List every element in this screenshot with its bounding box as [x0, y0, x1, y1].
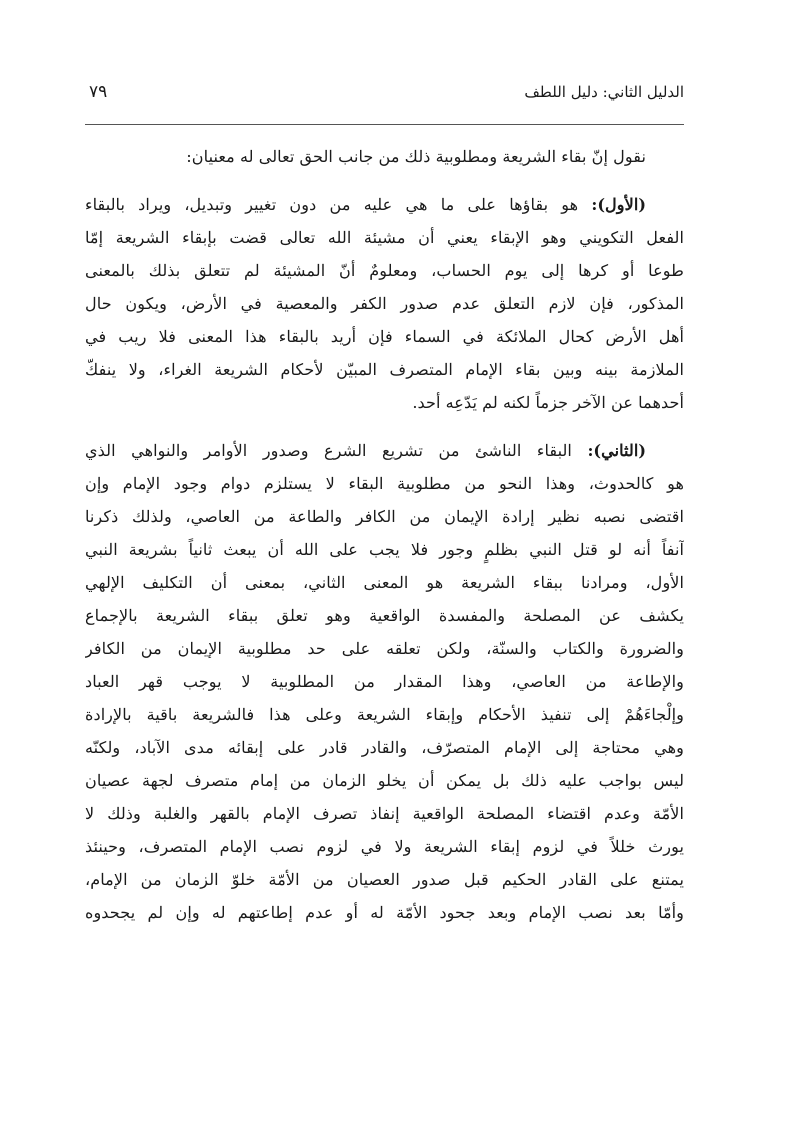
paragraph-first-meaning: [85, 188, 684, 419]
text-line: طوعا أو كرها إلى يوم الحساب، ومعلومٌ أنّ المشيئة لم تتعلق بذلك بالمعنى: [85, 261, 684, 280]
text-line: يكشف عن المصلحة والمفسدة الواقعية وهو تعلق ببقاء الشريعة بالإجماع: [85, 606, 684, 625]
header-rule: [85, 124, 684, 125]
body-text: [85, 140, 684, 929]
text-line: أحدهما عن الآخر جزماً لكنه لم يَدّعِه أحد.: [412, 393, 684, 412]
text-line: والضرورة والكتاب والسنّة، ولكن تعلقه على حد مطلوبية الإيمان من الكافر: [85, 639, 684, 658]
text-line: الأول، ومرادنا ببقاء الشريعة هو المعنى الثاني، بمعنى أن التكليف الإلهي: [85, 573, 684, 592]
text-line: الفعل التكويني وهو الإبقاء يعني أن مشيئة الله تعالى قضت بإبقاء الشريعة إمّا: [85, 228, 684, 247]
paragraph-second-meaning: [85, 434, 684, 929]
paragraph-lead-second: (الثاني):: [587, 441, 646, 460]
text-line: [85, 434, 684, 467]
text-line: اقتضى نصبه نظير إرادة الإيمان من الكافر والطاعة من العاصي، ولذلك ذكرنا: [85, 507, 684, 526]
text-line: [85, 188, 684, 221]
text-line: يمتنع على القادر الحكيم قبل صدور العصيان من الأمّة خلوّ الزمان من الإمام،: [85, 870, 684, 889]
book-page: [85, 0, 684, 1134]
text-line: الأمّة وعدم اقتضاء المصلحة الواقعية إنفاذ تصرف الإمام بالقهر والغلبة وذلك لا: [85, 804, 684, 823]
text-line: وإلْجاءَهُمْ إلى تنفيذ الأحكام وإبقاء الشريعة وعلى هذا فالشريعة باقية بالإرادة: [85, 705, 684, 724]
text-line: الملازمة بينه وبين بقاء الإمام المتصرف المبيّن لأحكام الشريعة الغراء، ولا ينفكّ: [85, 360, 684, 379]
text-line-content: هو بقاؤها على ما هي عليه من دون تغيير وتبديل، ويراد بالبقاء: [85, 195, 592, 214]
text-line: وهي محتاجة إلى الإمام المتصرّف، والقادر قادر على إبقائه مدى الآباد، ولكنّه: [85, 738, 684, 757]
running-title: الدليل الثاني: دليل اللطف: [524, 83, 684, 101]
text-line: والإطاعة من العاصي، وهذا المقدار من المطلوبية لا يوجب قهر العباد: [85, 672, 684, 691]
intro-line: نقول إنّ بقاء الشريعة ومطلوبية ذلك من جانب الحق تعالى له معنيان:: [186, 147, 646, 166]
text-line: المذكور، فإن لازم التعلق عدم صدور الكفر والمعصية في الأرض، ويكون حال: [85, 294, 684, 313]
running-header: [85, 62, 684, 102]
text-line: يورث خللاً في لزوم إبقاء الشريعة ولا في لزوم نصب الإمام المتصرف، وحينئذ: [85, 837, 684, 856]
text-line: هو كالحدوث، وهذا النحو من مطلوبية البقاء لا يستلزم دوام وجود الإمام وإن: [85, 474, 684, 493]
page-number: ٧٩: [89, 82, 108, 102]
text-line: أهل الأرض كحال الملائكة في السماء فإن أريد بالبقاء هذا المعنى فلا ريب في: [85, 327, 684, 346]
text-line-content: البقاء الناشئ من تشريع الشرع وصدور الأوامر والنواهي الذي: [85, 441, 588, 460]
text-line: وأمّا بعد نصب الإمام وبعد جحود الأمّة له أو عدم إطاعتهم له وإن لم يجحدوه: [85, 903, 684, 922]
paragraph-lead-first: (الأول):: [591, 195, 646, 214]
text-line: ليس بواجب عليه ذلك بل يمكن أن يخلو الزمان من إمام متصرف لجهة عصيان: [85, 771, 684, 790]
intro-paragraph: [85, 140, 684, 173]
text-line: آنفاً أنه لو قتل النبي بظلمٍ وجور فلا يجب على الله أن يبعث ثانياً بشريعة النبي: [85, 540, 684, 559]
